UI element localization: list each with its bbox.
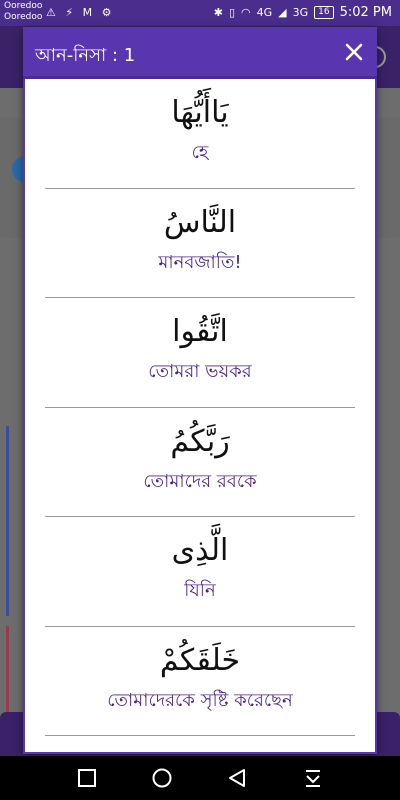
carrier-line-1: Ooredoo xyxy=(4,1,43,11)
triangle-back-icon xyxy=(226,767,248,789)
bangla-meaning: যিনি xyxy=(184,580,216,601)
back-button[interactable] xyxy=(226,767,248,789)
battery-icon: 16 xyxy=(314,6,333,19)
bangla-meaning: হে xyxy=(191,142,209,163)
square-icon xyxy=(76,767,98,789)
status-right xyxy=(214,5,392,20)
arabic-word: النَّاسُ xyxy=(163,204,237,240)
word-item xyxy=(25,517,375,627)
status-bar xyxy=(0,0,400,26)
arabic-word: اتَّقُوا xyxy=(172,314,228,349)
notification-pull-button[interactable] xyxy=(302,767,324,789)
word-item xyxy=(25,627,375,737)
arabic-word: يَاأَيُّهَا xyxy=(171,95,229,130)
network-3g-label: 3G xyxy=(292,6,309,19)
divider xyxy=(45,735,355,736)
wifi-icon: ◠ xyxy=(241,6,251,19)
arabic-word: خَلَقَكُمْ xyxy=(159,642,241,678)
bangla-meaning: তোমাদের রবকে xyxy=(143,470,257,492)
network-4g-label: 4G xyxy=(256,6,273,19)
system-nav-bar xyxy=(0,756,400,800)
carrier-line-2: Ooredoo xyxy=(4,12,43,22)
bangla-meaning: তোমরা ভয়কর xyxy=(148,361,252,382)
word-meaning-dialog xyxy=(23,27,377,754)
arabic-word: رَبَّكُمُ xyxy=(170,423,230,459)
close-icon xyxy=(341,39,367,65)
background-accent-line xyxy=(6,426,9,616)
word-item xyxy=(25,408,375,518)
word-list xyxy=(25,79,375,736)
background-accent-line-red xyxy=(6,626,9,726)
clock: 5:02 PM xyxy=(339,5,392,20)
recent-apps-button[interactable] xyxy=(76,767,98,789)
signal-icon: ◢ xyxy=(278,6,287,19)
dialog-body[interactable] xyxy=(23,79,377,754)
bangla-meaning: তোমাদেরকে সৃষ্টি করেছেন xyxy=(107,689,293,711)
carrier-name xyxy=(4,1,42,23)
word-item xyxy=(25,79,375,189)
word-item xyxy=(25,298,375,408)
bangla-meaning: মানবজাতি! xyxy=(158,251,242,273)
notification-icons: ⚠ ⚡ M ⚙ xyxy=(46,6,115,19)
bluetooth-icon: ✱ xyxy=(213,6,223,19)
word-item xyxy=(25,189,375,299)
vibrate-icon: ▯ xyxy=(228,6,236,19)
dialog-header xyxy=(23,27,377,79)
pull-down-icon xyxy=(302,767,324,789)
home-button[interactable] xyxy=(151,767,173,789)
dialog-title: আন-নিসা : 1 xyxy=(35,45,136,66)
circle-icon xyxy=(151,767,173,789)
arabic-word: الَّذِى xyxy=(171,533,229,568)
close-button[interactable] xyxy=(341,39,367,65)
